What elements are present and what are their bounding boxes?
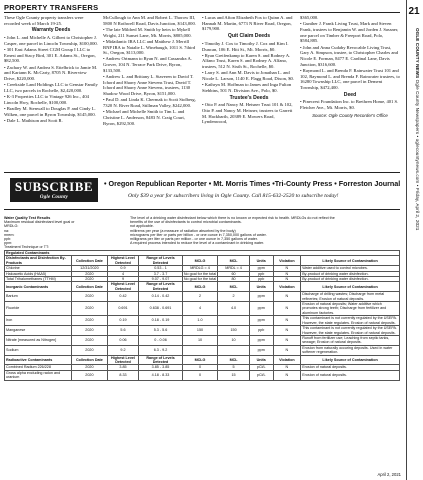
table-cell: 5: [218, 365, 250, 370]
table-cell: 15: [218, 370, 250, 380]
table-cell: 3.85 - 3.85: [139, 365, 182, 370]
water-quality-table: [4, 250, 400, 381]
table-cell: Iron: [5, 316, 72, 326]
column-2: [103, 15, 197, 127]
definition: benefits of the use of disinfectants to control microbial contaminants.: [130, 220, 242, 225]
table-cell: Haloacetic Acids (HAA5): [5, 271, 72, 276]
list-item: • Ryan Greifenkamp to Karen S. and Rodney A. Alfano Trust, Karen S. and Rodney A. Alfano, trustees, 512 N. Sixth St., Rochelle, $0.: [202, 52, 291, 70]
table-cell: Erosion of natural deposits; Water additive which promotes strong teeth; Discharge from fertilizer and aluminum factories.: [301, 302, 400, 316]
table-cell: N: [273, 345, 301, 355]
table-cell: MCLG: [182, 256, 218, 266]
table-header-row: [5, 282, 400, 292]
table-cell: 0.19: [107, 316, 139, 326]
table-cell: Chlorine: [5, 266, 72, 271]
table-cell: Manganese: [5, 326, 72, 336]
column-1: [4, 15, 98, 124]
definition: The level of a drinking water disinfectant below which there is no known or expected risk to health. MRDLGs do not reflect the: [130, 216, 335, 220]
table-cell: 2020: [72, 292, 108, 302]
source-credit: Source: Ogle County Recorder's Office: [312, 112, 388, 118]
table-cell: 2: [218, 292, 250, 302]
term: na:: [4, 228, 10, 233]
table-cell: Gross alpha excluding radon and uranium: [5, 370, 72, 380]
table-row: [5, 335, 400, 345]
water-quality-intro: [4, 216, 400, 250]
list-item: • Andrew L. and Brittany L. Staveren to David T. Ichord and Sharry Anne Stevens Trust, David T. Ichord and Sharry Anne Stevens, trustees, 1130 Shadow Wood Drive, Byron, $151,000.: [103, 74, 194, 97]
table-cell: 3.85: [107, 365, 139, 370]
table-cell: Erosion from naturally occuring deposits. Used in water softener regeneration.: [301, 345, 400, 355]
table-cell: N: [273, 365, 301, 370]
term: ppb:: [4, 237, 12, 242]
table-cell: 0.691: [107, 302, 139, 316]
table-cell: [218, 345, 250, 355]
term: MRDLG:: [4, 224, 19, 229]
table-cell: ppm: [249, 335, 273, 345]
definition: micrograms per liter or parts per billion - or one ounce in 7,350,000 gallons of water.: [130, 232, 267, 237]
term: ppm:: [4, 241, 13, 246]
list-item: • K-3 Properties LLC to Vintage 926 Inc., 404 Lincoln Hwy, Rochelle, $100,000.: [4, 94, 89, 105]
definition: A required process intended to reduce the level of a contaminant in drinking water.: [130, 241, 265, 246]
table-cell: 9: [107, 277, 139, 282]
list-item: • Dale L. Mathison and Scott R.: [4, 117, 63, 123]
side-strip-info: Ogle County Newspapers • oglecountynews.com • Friday, April 2, 2021: [415, 79, 420, 231]
deed-heading: Deed: [343, 91, 357, 98]
table-cell: By-product of drinking water disinfection.: [301, 277, 400, 282]
table-row: [5, 302, 400, 316]
table-cell: 2020: [72, 316, 108, 326]
list-item: • Bradley M. Stenwall to Douglas P. and Cindy L. Wilken, one parcel in Byron Township, $145,000.: [4, 106, 96, 117]
table-cell: 0.9: [107, 266, 139, 271]
list-item: • John L. and Michelle A. Gilbert to Christopher J. Casper, one parcel in Lincoln Township, $100,000.: [4, 35, 98, 46]
table-cell: No goal for the total: [183, 271, 217, 276]
subscribe-banner: [4, 172, 400, 210]
table-cell: Barium: [5, 292, 72, 302]
table-cell: 60: [218, 271, 250, 276]
table-cell: MCLG: [182, 355, 218, 365]
table-cell: Fluoride: [5, 302, 72, 316]
table-cell: N: [273, 326, 301, 336]
list-item: • Kathryn M. Hoffman to James and Inga Fulton Stebbins, 501 N. Division Ave., Polo, $0.: [202, 82, 292, 93]
table-cell: N: [273, 271, 301, 276]
table-cell: Likely Source of Contamination: [301, 282, 400, 292]
table-cell: 8.33: [107, 370, 139, 380]
table-cell: 0.638 - 0.691: [139, 302, 182, 316]
list-item: • Paul D. and Linda K. Chermak to Scott Stolberg, 7320 N. River Road, Stillman Valley, $242,000.: [103, 97, 196, 109]
table-cell: Discharge of drilling wastes; Discharge from metal refineries; Erosion of natural deposits.: [301, 292, 400, 302]
table-cell: 2020: [72, 345, 108, 355]
list-item: • Lucas and Afton Elizabeth Fox to Quinn A. and Hannah M. Martin, 6773 N River Road, Oregon, $179,900.: [202, 15, 293, 32]
table-cell: N: [273, 335, 301, 345]
table-row: [5, 345, 400, 355]
regulated-heading: Regulated Contaminants: [5, 251, 400, 256]
term: mrem:: [4, 232, 15, 237]
table-cell: MCL: [218, 256, 250, 266]
heading-rule: [4, 12, 400, 13]
table-header-row: [5, 256, 400, 266]
table-cell: 2020: [72, 302, 108, 316]
table-cell: Water additive used to control microbes.: [301, 266, 400, 271]
footer-date: April 2, 2021: [377, 472, 401, 477]
table-cell: 0: [182, 365, 218, 370]
list-item: • Timothy J. Cox to Timothy J. Cox and Kim I. Duncan, 106 E. Hitt St., Mt. Morris, $0.: [202, 40, 289, 52]
table-cell: MRDL = 4: [218, 266, 250, 271]
table-cell: 0: [182, 370, 218, 380]
table-cell: 0.14 - 0.42: [139, 292, 182, 302]
table-cell: MCL: [218, 282, 250, 292]
section-heading: PROPERTY TRANSFERS: [4, 3, 99, 12]
table-cell: 4: [107, 271, 139, 276]
water-quality-title: Water Quality Test Results: [4, 216, 51, 220]
table-cell: 150: [182, 326, 218, 336]
table-cell: Range of Levels Detected: [139, 282, 182, 292]
table-cell: Likely Source of Contamination: [301, 355, 400, 365]
table-row: [5, 292, 400, 302]
table-cell: 0.53 - 1: [139, 266, 182, 271]
table-cell: Violation: [273, 355, 301, 365]
table-cell: Units: [249, 282, 273, 292]
table-cell: By-product of drinking water disinfection.: [301, 271, 400, 276]
table-cell: N: [273, 302, 301, 316]
table-cell: 9.07 - 9.07: [139, 277, 182, 282]
table-cell: 10: [218, 335, 250, 345]
side-strip-text: [415, 28, 420, 230]
table-cell: 3.7 - 3.7: [139, 271, 182, 276]
table-cell: Highest Level Detected: [107, 355, 139, 365]
table-cell: Violation: [273, 256, 301, 266]
definition: millirems per year (a measure of radiation absorbed by the body): [130, 228, 236, 233]
table-cell: 2020: [72, 326, 108, 336]
definitions-text: [130, 216, 398, 245]
table-cell: 1.0: [182, 316, 218, 326]
table-cell: This contaminant is not currently regulated by the USEPA. However, the state regulates. Erosion of natural deposits.: [301, 316, 400, 326]
table-cell: Highest Level Detected: [107, 256, 139, 266]
table-cell: Runoff from fertilizer use; Leaching from septic tanks, sewage; Erosion of natural deposits.: [301, 335, 400, 345]
list-item: • The late Mildred M. Smith by heirs to Mykell Wright, 211 Sunset Lane, Mt. Morris, $805,000.: [103, 26, 192, 38]
list-item: • Gunther J. Frank Living Trust, Mark and Steven Frank, trustees to Benjamin W. and Jorden J. Sassner, one parcel on Timber & Freeport Road, Polo, $584,885.: [300, 21, 399, 44]
table-cell: Nitrate [measured as Nitrogen]: [5, 335, 72, 345]
definition: not applicable.: [130, 224, 154, 229]
table-cell: 4.18 - 8.33: [139, 370, 182, 380]
list-item: • Andrew Ortmann to Ryan N. and Cassandra A. Grover, 104 N. Terrace Park Drive, Byron, $133,500.: [103, 56, 192, 73]
column-4: [300, 15, 400, 119]
table-cell: Disinfectants and Disinfection By-Products: [5, 256, 72, 266]
table-cell: 0.06: [107, 335, 139, 345]
table-cell: 5.3 - 5.6: [139, 326, 182, 336]
table-cell: This contaminant is not currently regulated by the USEPA. However, the state regulates. Erosion of natural deposits.: [301, 326, 400, 336]
table-cell: 2020: [72, 277, 108, 282]
subscribe-logo: [10, 178, 98, 202]
list-item: • Otto P. and Nancy M. Heisner Trust 101 & 102, Otto P. and Nancy M. Heisner, trustees to Garrett M. Hackbarth, 20389 E. Mowers Road, Lyndenwood,: [202, 102, 293, 125]
table-cell: ppb: [249, 277, 273, 282]
list-item: $365,000.: [300, 15, 319, 20]
table-cell: MRDLG = 4: [182, 266, 218, 271]
subscribe-offer: Only $39 a year for subscribers living in Ogle County. Call 815-632-2520 to subscribe today!: [128, 193, 339, 199]
table-cell: N: [273, 277, 301, 282]
subscribe-logo-text: SUBSCRIBE: [14, 179, 94, 194]
list-item: McCullough to Ann M. and Robert L. Thorow III, 5800 N Rothwell Road, Davis Junction, $143,000.: [103, 15, 196, 26]
table-cell: N: [273, 266, 301, 271]
list-item: • 301 East Adams Street CGM Group I LLC to Ernest and Stacy Bird, 301 E. Adams St., Oregon, $82,500.: [4, 47, 96, 64]
table-cell: 150: [218, 326, 250, 336]
list-item: • Zachary W. and Andrea S. Ettelbrick to Jamie M. and Kariann K. McCarty, 8705 N. Riverview Drive, $220,000.: [4, 64, 98, 82]
side-strip-label: OGLE COUNTY NEWS: [415, 28, 420, 79]
table-cell: 10: [182, 335, 218, 345]
table-cell: pCi/L: [249, 370, 273, 380]
table-cell: ppm: [249, 266, 273, 271]
table-cell: 4.0: [218, 302, 250, 316]
table-cell: 4: [182, 302, 218, 316]
table-cell: MCL: [218, 355, 250, 365]
table-cell: 0 - 0.06: [139, 335, 182, 345]
table-cell: Collection Date: [72, 256, 108, 266]
table-cell: Collection Date: [72, 355, 108, 365]
table-cell: Erosion of natural deposits.: [301, 370, 400, 380]
term: Maximum residual disinfectant level goal or: [4, 220, 75, 225]
table-cell: Highest Level Detected: [107, 282, 139, 292]
table-cell: Total Trihalomethanes (TTHM): [5, 277, 72, 282]
table-cell: 6.3 - 9.2: [139, 345, 182, 355]
definition: milligrams per liter or parts per million - or one ounce in 7,350 gallons of water.: [130, 237, 258, 242]
table-cell: ppm: [249, 292, 273, 302]
subscribe-logo-sub: Ogle County: [39, 195, 69, 200]
table-cell: Sodium: [5, 345, 72, 355]
table-row: [5, 370, 400, 380]
table-cell: 2020: [72, 365, 108, 370]
table-cell: Likely Source of Contamination: [301, 256, 400, 266]
table-cell: 80: [218, 277, 250, 282]
table-cell: Violation: [273, 282, 301, 292]
definitions-terms: [4, 216, 124, 250]
table-row: [5, 326, 400, 336]
table-cell: [182, 345, 218, 355]
table-cell: 2: [182, 292, 218, 302]
table-cell: N: [273, 370, 301, 380]
table-cell: ppm: [249, 316, 273, 326]
table-cell: 2020: [72, 271, 108, 276]
table-cell: Units: [249, 355, 273, 365]
list-item: • Michael and Michelle Smith to Tim L. and Christine L. Anderson, 8483 N. Craig Court, Byron, $292,500.: [103, 109, 185, 126]
quit-claim-heading: Quit Claim Deeds: [227, 33, 271, 40]
table-cell: 5.6: [107, 326, 139, 336]
list-item: • Creekside Land Holdings LLC to Genstar Family LLC, two parcels in Rochelle, $2,420,000.: [4, 82, 98, 93]
table-row: [5, 316, 400, 326]
table-cell: Combined Radium 226/228: [5, 365, 72, 370]
side-strip: [406, 0, 423, 480]
table-cell: Erosion of natural deposits.: [301, 365, 400, 370]
table-cell: 2020: [72, 335, 108, 345]
table-cell: N: [273, 316, 301, 326]
table-cell: Range of Levels Detected: [139, 355, 182, 365]
list-item: • Midatlantic IRA LLC and Matthew J. Merrill BNP IRA to Natalie L. Winebaugh, 1011 S. 7third St., Oregon, $113,000.: [103, 38, 196, 56]
table-cell: Radioactive Contaminants: [5, 355, 72, 365]
column-3: [202, 15, 296, 126]
term: Treatment Technique or TT:: [4, 245, 49, 250]
table-cell: 12/31/2020: [72, 266, 108, 271]
subscribe-papers: • Oregon Republican Reporter • Mt. Morris Times •Tri-County Press • Forreston Journal: [104, 179, 401, 188]
table-cell: MCLG: [182, 282, 218, 292]
list-item: • Pinecrest Foundation Inc. to Brethren Home, 401 S. Fletcher Ave., Mt. Morris, $0.: [300, 99, 399, 111]
table-header-row: [5, 355, 400, 365]
table-cell: ppm: [249, 302, 273, 316]
table-cell: 0.42: [107, 292, 139, 302]
table-cell: ppm: [249, 345, 273, 355]
list-item: • Larry S. and Ann M. Davis to Jonathan L. and Nicole L. Larson, 1140 E. Flagg Road, Dixon, $0.: [202, 70, 294, 82]
table-cell: No goal for the total: [183, 277, 217, 282]
table-cell: Inorganic Contaminants: [5, 282, 72, 292]
table-cell: Units: [249, 256, 273, 266]
list-item: • John and Anna Cudaby Revocable Living Trust, Gary A. Simpson, trustee, to Christopher Charles and Nicole E. Forman, 8477 E. Cardinal Lane, Davis Junction, $316,600.: [300, 44, 398, 67]
table-cell: pCi/L: [249, 365, 273, 370]
intro-text: These Ogle County property transfers were recorded week of March 19-25.: [4, 15, 84, 26]
table-cell: 0.18 - 0.19: [139, 316, 182, 326]
page-number: 21: [408, 6, 420, 17]
table-cell: Range of Levels Detected: [139, 256, 182, 266]
table-cell: ppb: [249, 271, 273, 276]
table-cell: [218, 316, 250, 326]
list-item: • Raymond L. and Brenda F. Rainwater Trust 101 and 102, Raymond L. and Brenda F. Rainwater trustees, to 16280 Township LLC, one parcel in Dement Township, $472,400.: [300, 67, 400, 90]
trustees-deeds-heading: Trustee's Deeds: [229, 94, 269, 101]
table-cell: ppb: [249, 326, 273, 336]
table-cell: 2020: [72, 370, 108, 380]
table-cell: N: [273, 292, 301, 302]
table-cell: 9.2: [107, 345, 139, 355]
warranty-deeds-heading: Warranty Deeds: [31, 27, 71, 34]
table-cell: Collection Date: [72, 282, 108, 292]
